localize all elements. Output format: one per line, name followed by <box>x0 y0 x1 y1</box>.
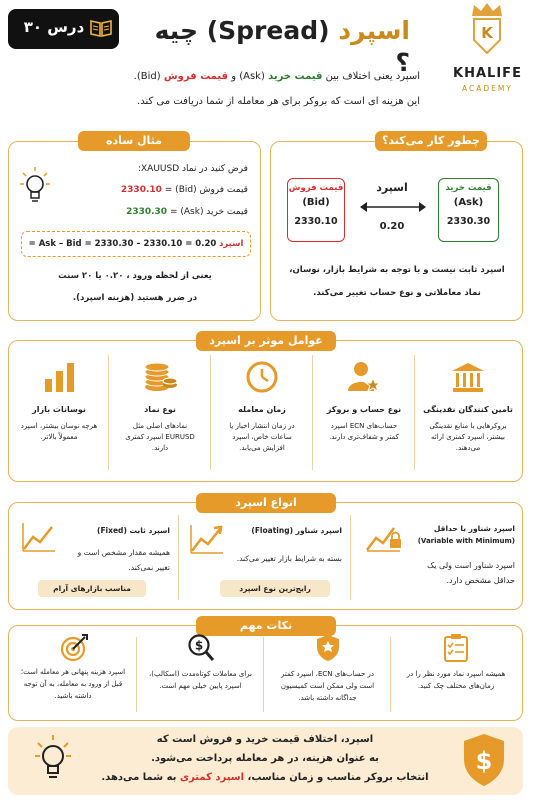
brand-name: KHALIFE <box>453 66 522 81</box>
factor-title: زمان معامله <box>238 405 286 414</box>
title-suffix: چیه ؟ <box>154 16 410 77</box>
factor-title: تامین کنندگان نقدینگی <box>423 405 513 414</box>
type-item <box>352 512 522 607</box>
double-arrow-icon <box>360 201 426 213</box>
tip-item <box>265 630 390 718</box>
factor-item <box>212 355 312 475</box>
lesson-badge <box>8 9 119 49</box>
type-title: اسپرد شناور (Floating) <box>251 526 342 535</box>
ask-label: قیمت خرید <box>445 183 492 193</box>
lightbulb-icon <box>20 167 50 207</box>
type-tag: رایج‌ترین نوع اسپرد <box>220 580 330 597</box>
type-item <box>10 512 178 607</box>
example-bid-line: قیمت فروش (Bid) = 2330.10 <box>120 185 248 195</box>
checklist-icon <box>444 634 468 662</box>
user-star-icon <box>348 361 380 393</box>
tips-title: نکات مهم <box>196 616 336 636</box>
dollar-shield-icon <box>463 733 505 787</box>
example-result-2: در ضرر هستید (هزینه اسپرد). <box>72 293 198 303</box>
factor-item <box>10 355 108 475</box>
ask-box <box>438 178 499 242</box>
factor-title: نوع حساب و بروکر <box>326 405 402 414</box>
tip-item <box>392 630 520 718</box>
lesson-label: درس ۳۰ <box>23 18 85 36</box>
example-title: مثال ساده <box>78 131 190 151</box>
chart-line-icon <box>22 522 56 552</box>
ask-tag: (Ask) <box>453 197 484 208</box>
tip-desc: اسپرد هزینه پنهانی هر معامله است؛ قبل از ورود به معامله، به آن توجه داشته باشید. <box>20 668 126 700</box>
tip-desc: برای معاملات کوتاه‌مدت (اسکالپ)، اسپرد پایین خیلی مهم است. <box>149 670 252 690</box>
crown-icon <box>471 3 503 17</box>
brand-logo <box>445 3 530 98</box>
spread-label: اسپرد <box>376 181 408 194</box>
book-icon <box>90 18 112 38</box>
summary-line-2: به عنوان هزینه، در هر معامله پرداخت می‌شود. <box>151 753 379 764</box>
title-paren: (Spread) <box>206 16 330 45</box>
tip-item <box>138 630 263 718</box>
ask-price: 2330.30 <box>446 216 491 227</box>
factor-desc: حساب‌های ECN اسپرد کمتر و شفاف‌تری دارند. <box>329 422 399 441</box>
bank-icon <box>452 363 484 393</box>
factor-desc: نمادهای اصلی مثل EURUSD اسپرد کمتری دارند. <box>125 422 195 452</box>
logo-shield <box>472 18 502 54</box>
how-it-works-title: چطور کار می‌کند؟ <box>375 131 487 151</box>
svg-text:$: $ <box>475 747 493 775</box>
how-note-1: اسپرد ثابت نیست و با توجه به شرایط بازار، نوسان، <box>289 265 505 275</box>
example-line-1: فرض کنید در نماد XAUUSD: <box>137 164 248 174</box>
factor-title: نوسانات بازار <box>32 405 86 414</box>
factors-title: عوامل موثر بر اسپرد <box>196 331 336 351</box>
tip-item <box>10 630 136 718</box>
type-item <box>180 512 350 607</box>
bid-box <box>287 178 345 242</box>
summary-line-1: اسپرد، اختلاف قیمت خرید و فروش است که <box>156 734 374 745</box>
brand-sub: ACADEMY <box>462 84 513 93</box>
target-icon <box>60 634 88 662</box>
example-result-1: یعنی از لحظه ورود ، ۰.۲۰ یا ۲۰ سنت <box>58 271 212 281</box>
type-title-en: (Variable with Minimum) <box>417 537 515 545</box>
chart-lock-icon <box>366 522 402 552</box>
type-desc: اسپرد شناور است ولی یک حداقل مشخص دارد. <box>427 561 515 585</box>
type-title: اسپرد شناور با حداقل <box>433 524 515 533</box>
bid-tag: (Bid) <box>302 197 330 208</box>
factor-item <box>416 355 520 475</box>
type-desc: همیشه مقدار مشخص است و تغییر نمی‌کند. <box>77 548 170 572</box>
factor-desc: بروکرهایی با منابع نقدینگی بیشتر، اسپرد کمتری ارائه می‌دهند. <box>429 422 507 452</box>
type-tag: مناسب بازارهای آرام <box>38 580 146 597</box>
intro-line-2: این هزینه ای است که بروکر برای هر معامله از شما دریافت می کند. <box>137 96 420 107</box>
spread-value: 0.20 <box>379 221 405 232</box>
tip-desc: در حساب‌های ECN، اسپرد کمتر است ولی ممکن است کمیسیون جداگانه داشته باشد. <box>280 670 375 702</box>
type-title: اسپرد ثابت (Fixed) <box>97 526 170 535</box>
shield-icon <box>316 634 340 662</box>
example-ask-line: قیمت خرید (Ask) = 2330.30 <box>126 207 248 217</box>
title-main: اسپرد <box>338 16 410 45</box>
formula-box: اسپرد = Ask – Bid = 2330.30 – 2330.10 = 0.20 <box>21 231 251 257</box>
summary-line-3: انتخاب بروکر مناسب و زمان مناسب، اسپرد کمتری به شما می‌دهد. <box>101 772 429 783</box>
type-desc: بسته به شرایط بازار تغییر می‌کند. <box>236 554 342 563</box>
factor-title: نوع نماد <box>144 405 176 414</box>
bid-label: قیمت فروش <box>288 183 344 193</box>
coins-icon <box>144 361 178 393</box>
svg-text:$: $ <box>194 638 204 653</box>
tip-desc: همیشه اسپرد نماد مورد نظر را در زمان‌های مختلف چک کنید. <box>406 670 506 690</box>
bid-price: 2330.10 <box>294 216 338 227</box>
logo-letter: K <box>481 24 493 42</box>
lightbulb-icon <box>35 735 71 785</box>
bars-icon <box>44 361 76 393</box>
dollar-search-icon <box>188 634 214 662</box>
factor-desc: در زمان انتشار اخبار یا ساعات خاص، اسپرد افزایش می‌یابد. <box>229 422 295 452</box>
clock-icon <box>246 361 278 393</box>
factor-desc: هرچه نوسان بیشتر، اسپرد معمولاً بالاتر. <box>20 422 98 441</box>
chart-up-icon <box>190 524 224 554</box>
how-note-2: نماد معاملاتی و نوع حساب تغییر می‌کند. <box>313 288 481 298</box>
types-title: انواع اسپرد <box>196 493 336 513</box>
factor-item <box>314 355 414 475</box>
intro-line-1: اسپرد یعنی اختلاف بین قیمت خرید (Ask) و قیمت فروش (Bid). <box>133 71 420 82</box>
factor-item <box>110 355 210 475</box>
